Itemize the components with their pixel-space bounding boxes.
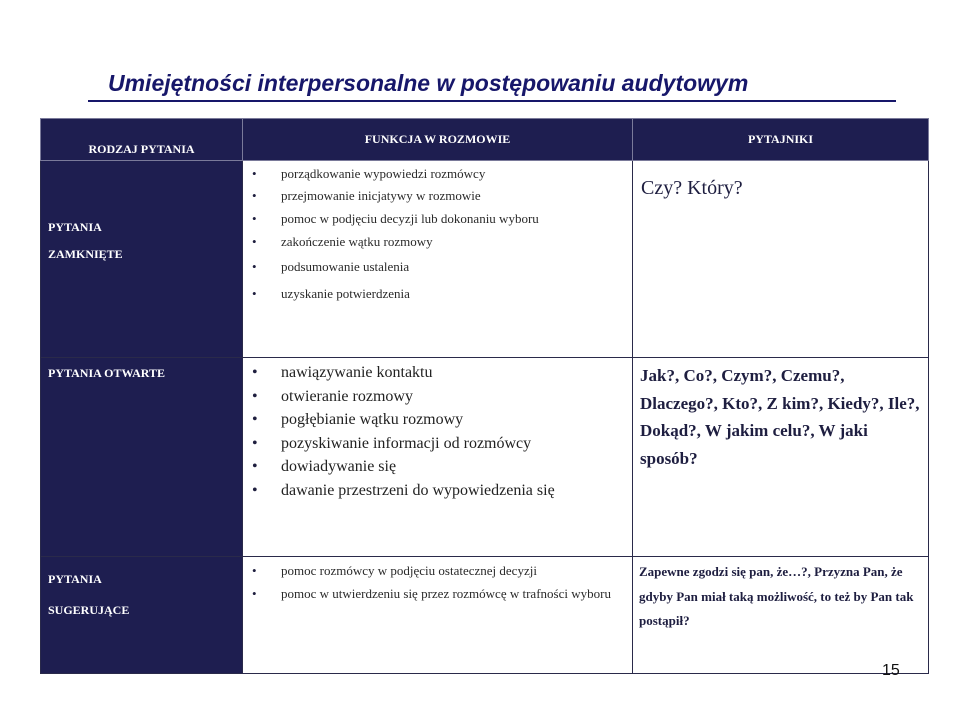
- functions-cell: [243, 161, 633, 358]
- list-item: • dowiadywanie się: [243, 455, 632, 479]
- list-item: • podsumowanie ustalenia: [243, 253, 632, 281]
- header-question-type: RODZAJ PYTANIA: [41, 119, 243, 161]
- row-type-label: PYTANIA: [48, 572, 102, 586]
- interrogatives-text: Czy? Który?: [641, 177, 743, 199]
- table-header-row: [41, 119, 929, 161]
- header-interrogatives: PYTAJNIKI: [633, 119, 929, 161]
- page-number: 15: [882, 662, 900, 679]
- table-row-suggestive-questions: [41, 557, 929, 674]
- list-item: • dawanie przestrzeni do wypowiedzenia się: [243, 479, 632, 503]
- row-type-cell: [41, 358, 243, 557]
- row-type-cell: [41, 557, 243, 674]
- table-row-open-questions: [41, 358, 929, 557]
- interrogatives-cell: [633, 358, 929, 557]
- slide-title: Umiejętności interpersonalne w postępowaniu audytowym: [88, 70, 896, 102]
- list-item: • pomoc rozmówcy w podjęciu ostatecznej decyzji: [243, 559, 632, 582]
- interrogatives-cell: [633, 557, 929, 674]
- row-type-label: PYTANIA: [48, 220, 102, 234]
- list-item: • zakończenie wątku rozmowy: [243, 231, 632, 253]
- row-type-cell: [41, 161, 243, 358]
- interrogatives-text: Zapewne zgodzi się pan, że…?, Przyzna Pan, że gdyby Pan miał taką możliwość, to też by Pan tak postąpił?: [639, 564, 914, 628]
- row-type-label: ZAMKNIĘTE: [48, 247, 123, 261]
- header-function: FUNKCJA W ROZMOWIE: [243, 119, 633, 161]
- table-row-closed-questions: [41, 161, 929, 358]
- functions-cell: [243, 358, 633, 557]
- list-item: • otwieranie rozmowy: [243, 385, 632, 409]
- list-item: • pomoc w utwierdzeniu się przez rozmówcę w trafności wyboru: [243, 582, 632, 605]
- row-type-label: PYTANIA OTWARTE: [48, 366, 166, 380]
- row-type-label: SUGERUJĄCE: [48, 603, 130, 617]
- interrogatives-cell: [633, 161, 929, 358]
- question-types-table: [40, 118, 929, 674]
- list-item: • pogłębianie wątku rozmowy: [243, 408, 632, 432]
- list-item: • pomoc w podjęciu decyzji lub dokonaniu wyboru: [243, 207, 632, 231]
- interrogatives-text: Jak?, Co?, Czym?, Czemu?, Dlaczego?, Kto?, Z kim?, Kiedy?, Ile?, Dokąd?, W jakim celu?, W jaki sposób?: [640, 366, 920, 468]
- functions-cell: [243, 557, 633, 674]
- list-item: • uzyskanie potwierdzenia: [243, 281, 632, 307]
- list-item: • nawiązywanie kontaktu: [243, 361, 632, 385]
- list-item: • pozyskiwanie informacji od rozmówcy: [243, 432, 632, 456]
- list-item: • przejmowanie inicjatywy w rozmowie: [243, 185, 632, 207]
- list-item: • porządkowanie wypowiedzi rozmówcy: [243, 163, 632, 185]
